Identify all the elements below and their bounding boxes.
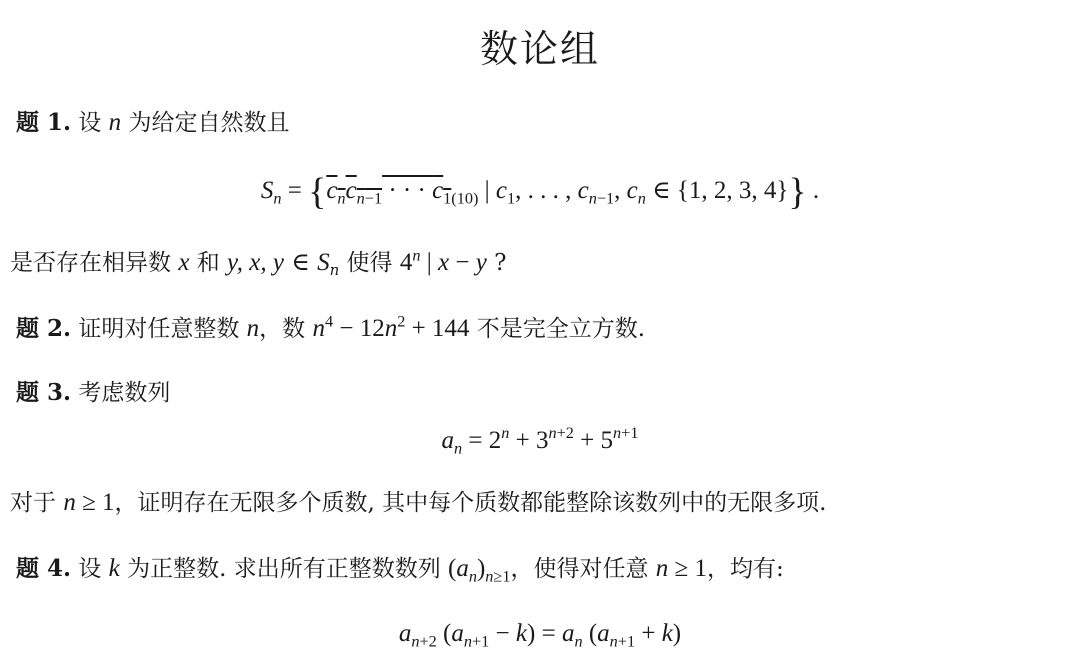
problem-4-formula: $a_{n+2}$ $(a_{n+1} - k) = a_n$ $(a_{n+1} + k)$: [398, 620, 682, 651]
problem-2-label: 题 2.: [16, 315, 72, 342]
problem-3-intro: 题 3. 考虑数列: [16, 379, 171, 406]
problem-3-label: 题 3.: [16, 379, 72, 406]
problem-3-formula: $a_n = 2^n + 3^{n+2} + 5^{n+1}$: [441, 424, 639, 458]
problem-4-intro: 题 4. 设 k 为正整数. 求出所有正整数数列 $(a_n)_{n\ge 1}$，使得对任意 n ≥ 1，均有:: [16, 555, 784, 586]
problem-1-question: 是否存在相异数 x 和 y, x, y ∈ $S_n$ 使得 4$^n$ | x − y ?: [10, 246, 507, 280]
problem-1-formula: $S_n = \{c_nc_{n-1}$ · · · $c_{1(10)}$ | $c_1$, . . . , $c_{n-1}$, $c_n$ ∈ {1, 2, 3, 4}} .: [260, 171, 820, 213]
problem-2-text: 题 2. 证明对任意整数 n，数 $n^4 - 12n^2 + 144$ 不是完全立方数.: [16, 312, 646, 342]
problem-1-label: 题 1.: [16, 109, 72, 136]
problem-3-statement: 对于 n ≥ 1，证明存在无限多个质数, 其中每个质数都能整除该数列中的无限多项.: [10, 489, 827, 516]
page-title: 数论组: [479, 27, 600, 71]
problem-1-intro: 题 1. 设 n 为给定自然数且: [16, 109, 290, 136]
problem-4-label: 题 4.: [16, 555, 72, 582]
